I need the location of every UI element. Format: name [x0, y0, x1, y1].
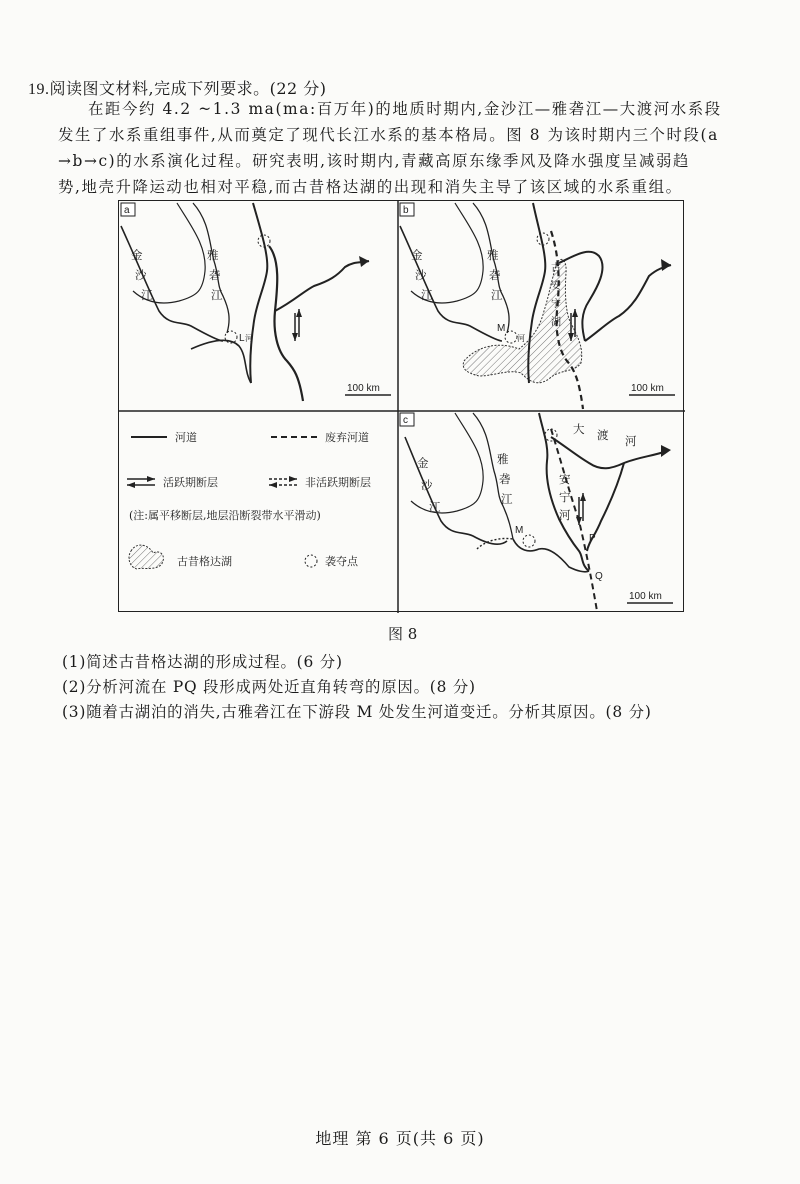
panel-b [400, 203, 675, 409]
paragraph-line-3: →b→c)的水系演化过程。研究表明,该时期内,青藏高原东缘季风及降水强度呈减弱趋 [58, 152, 690, 170]
panel-a-jiang2: 江 [211, 288, 223, 302]
panel-a-point-label: L [239, 333, 245, 344]
figure-caption: 图 8 [388, 625, 418, 643]
panel-a-lower-river [191, 340, 251, 383]
legend-active-fault: 活跃期断层 [163, 476, 218, 489]
panel-b-lake-char-2: 安 [551, 281, 561, 292]
panel-c-dadu-3: 河 [625, 434, 637, 448]
panel-c-q-label: Q [595, 571, 603, 582]
panel-c-dadu-river [551, 437, 667, 468]
page-footer: 地理 第 6 页(共 6 页) [315, 1129, 485, 1148]
panel-b-m-label: M [497, 323, 506, 334]
figure-svg [119, 201, 685, 613]
panel-c-scale: 100 km [629, 591, 662, 602]
panel-c-m-label: M [515, 525, 524, 536]
panel-c-tag: c [403, 415, 408, 426]
panel-c-ya: 雅 [497, 452, 509, 466]
panel-b-scale: 100 km [631, 383, 664, 394]
panel-a-east-branch [275, 261, 369, 311]
subquestion-2: (2)分析河流在 PQ 段形成两处近直角转弯的原因。(8 分) [62, 678, 476, 696]
subquestion-1: (1)简述古昔格达湖的形成过程。(6 分) [62, 653, 343, 671]
legend-capture: 袭夺点 [325, 555, 358, 568]
panel-c-anning-1: 安 [559, 472, 571, 486]
panel-c-long: 砻 [499, 472, 511, 486]
panel-c-jiang2: 江 [501, 492, 513, 506]
legend-river: 河道 [175, 431, 197, 444]
panel-a [121, 203, 391, 401]
paragraph-line-2: 发生了水系重组事件,从而奠定了现代长江水系的基本格局。图 8 为该时期内三个时段(a [58, 126, 719, 144]
paragraph-line-1: 在距今约 4.2 ~1.3 ma(ma:百万年)的地质时期内,金沙江—雅砻江—大渡河水系段 [88, 100, 722, 118]
panel-a-jin: 金 [131, 248, 143, 262]
panel-b-jin: 金 [411, 248, 423, 262]
panel-c-anning-3: 河 [559, 508, 571, 522]
panel-c [400, 413, 673, 611]
panel-a-water-label: 河 [245, 334, 253, 343]
panel-a-jiang: 江 [141, 288, 153, 302]
panel-a-ya: 雅 [207, 248, 219, 262]
panel-a-main-river [250, 203, 267, 383]
panel-b-ya: 雅 [487, 248, 499, 262]
panel-b-sha: 沙 [415, 268, 427, 282]
panel-a-long: 砻 [209, 268, 221, 282]
legend [127, 430, 371, 569]
question-number: 19. [28, 81, 50, 98]
panel-b-tag: b [403, 205, 409, 216]
panel-c-anning-2: 宁 [559, 490, 571, 504]
panel-a-tag: a [124, 205, 130, 216]
panel-c-sha: 沙 [421, 478, 433, 492]
panel-c-dadu-2: 渡 [597, 428, 609, 442]
panel-a-sha: 沙 [135, 268, 147, 282]
panel-b-ancient-lake [463, 259, 581, 382]
panel-c-p-label: P [589, 533, 596, 544]
question-prompt: 阅读图文材料,完成下列要求。(22 分) [49, 79, 327, 98]
panel-c-jiang: 江 [429, 500, 441, 514]
legend-abandoned: 废弃河道 [325, 431, 369, 444]
panel-c-dadu-1: 大 [573, 422, 585, 436]
panel-c-jin: 金 [417, 456, 429, 470]
panel-a-jinsha [121, 226, 223, 341]
panel-b-lake-char-1: 古 [551, 263, 561, 274]
panel-b-jiang2: 江 [491, 288, 503, 302]
legend-note: (注:属平移断层,地层沿断裂带水平滑动) [129, 509, 321, 522]
panel-a-arrow [359, 256, 369, 267]
panel-a-dadu [269, 246, 303, 401]
paragraph-line-4: 势,地壳升降运动也相对平稳,而古昔格达湖的出现和消失主导了该区域的水系重组。 [58, 178, 683, 196]
panel-b-jiang: 江 [421, 288, 433, 302]
legend-inactive-fault: 非活跃期断层 [305, 476, 371, 489]
legend-lake: 古昔格达湖 [177, 555, 232, 568]
subquestion-3: (3)随着古湖泊的消失,古雅砻江在下游段 M 处发生河道变迁。分析其原因。(8 分) [62, 703, 652, 721]
panel-b-lake-char-4: 湖 [551, 317, 561, 328]
panel-b-lake-char-3: 宁 [551, 299, 561, 310]
panel-a-scale: 100 km [347, 383, 380, 394]
figure-8 [118, 200, 684, 612]
panel-b-long: 砻 [489, 268, 501, 282]
panel-b-water-label: 河 [517, 334, 525, 343]
